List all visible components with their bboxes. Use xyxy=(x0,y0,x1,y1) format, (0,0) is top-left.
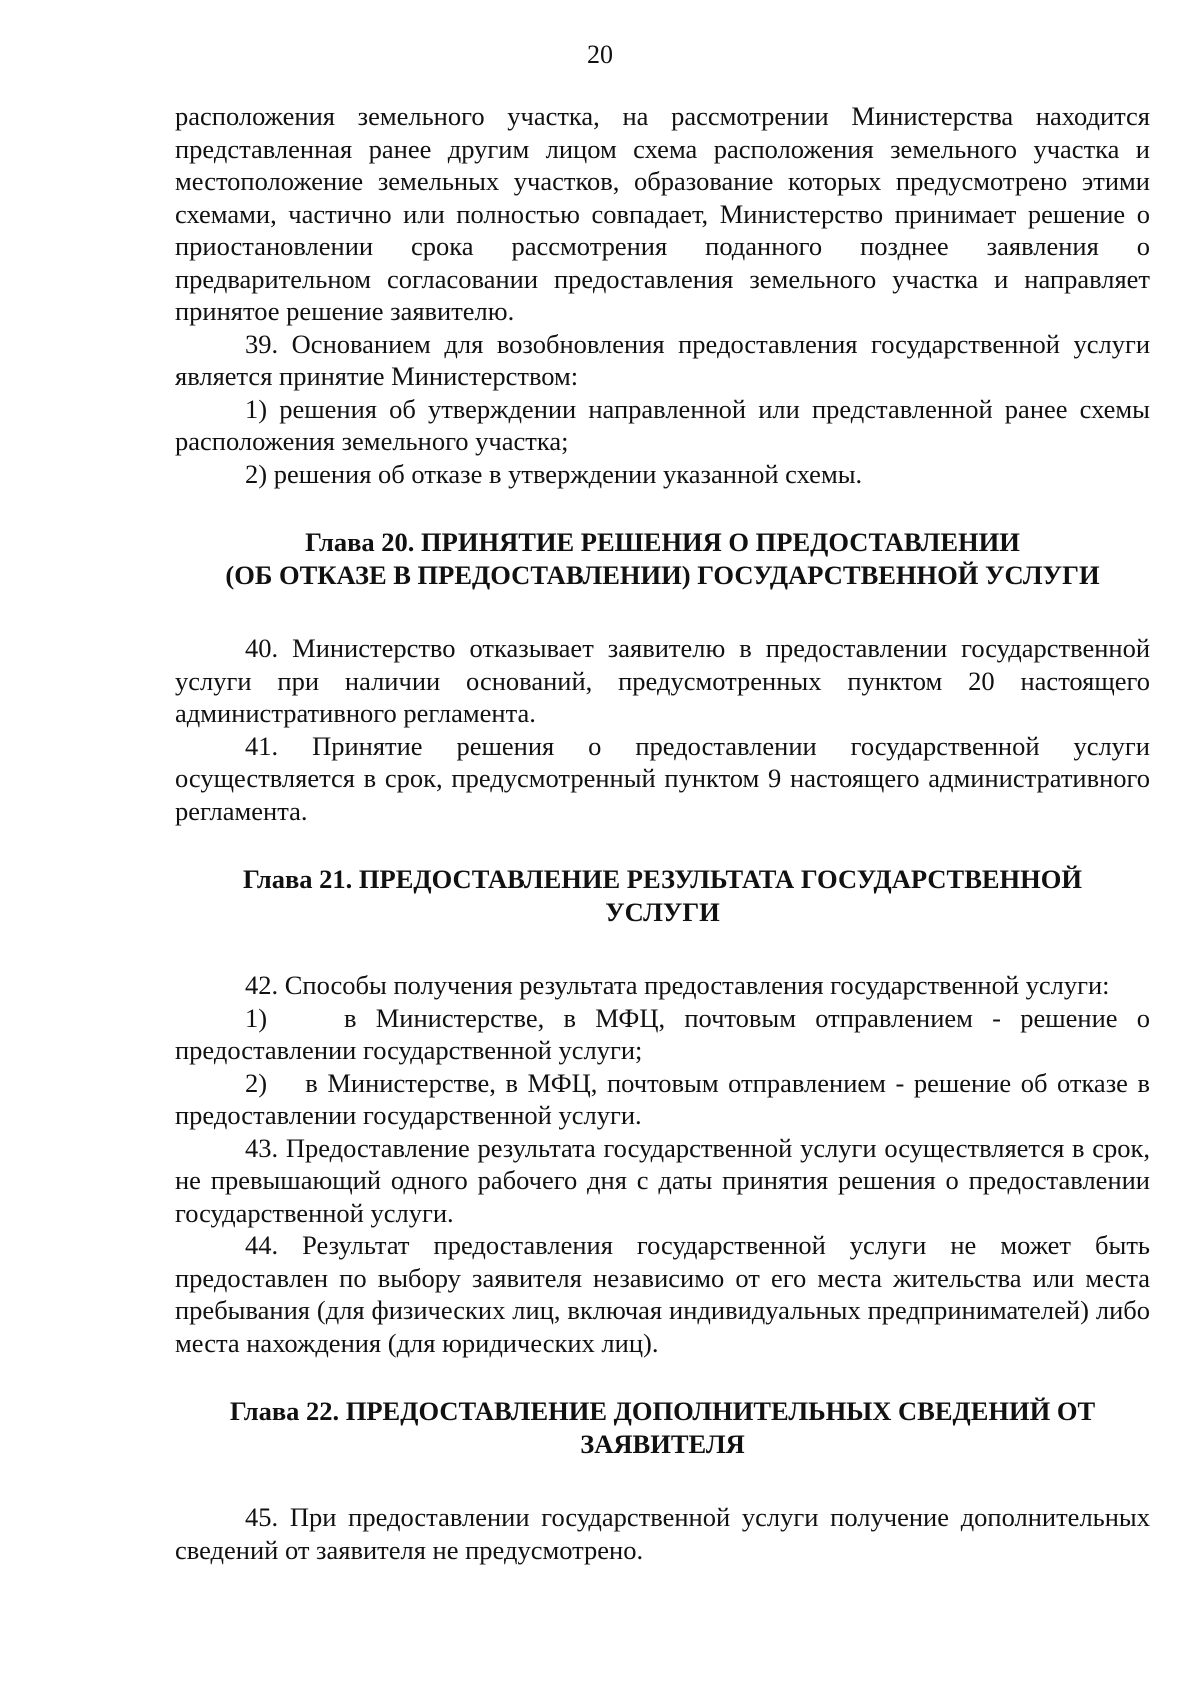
spacer xyxy=(175,929,1150,969)
spacer xyxy=(175,592,1150,632)
paragraph-45: 45. При предоставлении государственной услуги получение дополнительных сведений от заявителя не предусмотрено. xyxy=(175,1502,1150,1565)
paragraph-39-item-2: 2) решения об отказе в утверждении указанной схемы. xyxy=(245,458,863,489)
spacer xyxy=(175,1461,1150,1501)
spacer xyxy=(175,827,1150,863)
paragraph-42-item-2: 2) в Министерстве, в МФЦ, почтовым отправлением - решение об отказе в предоставлении государственной услуги. xyxy=(175,1067,1150,1130)
page-content xyxy=(175,100,1150,1566)
spacer xyxy=(175,490,1150,526)
paragraph-44: 44. Результат предоставления государственной услуги не может быть предоставлен по выбору заявителя независимо от его места жительства или места пребывания (для физических лиц, включая индивидуальных предпринимателей) либо места нахождения (для юридических лиц). xyxy=(175,1230,1150,1358)
paragraph-continuation: расположения земельного участка, на рассмотрении Министерства находится представленная ранее другим лицом схема расположения земельного участка и местоположение земельных участков, образование которых предусмотрено этими схемами, частично или полностью совпадает, Министерство принимает решение о приостановлении срока рассмотрения поданного позднее заявления о предварительном согласовании предоставления земельного участка и направляет принятое решение заявителю. xyxy=(175,101,1150,326)
chapter-20-heading xyxy=(175,526,1150,592)
spacer xyxy=(175,1359,1150,1395)
chapter-21-heading-line-1: Глава 21. ПРЕДОСТАВЛЕНИЕ РЕЗУЛЬТАТА ГОСУДАРСТВЕННОЙ xyxy=(242,864,1083,894)
chapter-22-heading-line-2: ЗАЯВИТЕЛЯ xyxy=(580,1429,745,1459)
chapter-22-heading-line-1: Глава 22. ПРЕДОСТАВЛЕНИЕ ДОПОЛНИТЕЛЬНЫХ СВЕДЕНИЙ ОТ xyxy=(229,1396,1096,1426)
paragraph-39-item-1: 1) решения об утверждении направленной или представленной ранее схемы расположения земельного участка; xyxy=(175,393,1150,456)
chapter-21-heading-line-2: УСЛУГИ xyxy=(605,897,720,927)
paragraph-40: 40. Министерство отказывает заявителю в предоставлении государственной услуги при наличии оснований, предусмотренных пунктом 20 настоящего административного регламента. xyxy=(175,633,1150,728)
page-number: 20 xyxy=(587,40,613,69)
paragraph-42: 42. Способы получения результата предоставления государственной услуги: xyxy=(245,970,1110,1000)
chapter-21-heading xyxy=(175,863,1150,929)
chapter-20-heading-line-1: Глава 20. ПРИНЯТИЕ РЕШЕНИЯ О ПРЕДОСТАВЛЕНИИ xyxy=(305,527,1020,557)
paragraph-42-item-1: 1) в Министерстве, в МФЦ, почтовым отправлением - решение о предоставлении государственной услуги; xyxy=(175,1002,1150,1065)
paragraph-41: 41. Принятие решения о предоставлении государственной услуги осуществляется в срок, предусмотренный пунктом 9 настоящего административного регламента. xyxy=(175,730,1150,826)
paragraph-43: 43. Предоставление результата государственной услуги осуществляется в срок, не превышающий одного рабочего дня с даты принятия решения о предоставлении государственной услуги. xyxy=(175,1132,1150,1228)
chapter-22-heading xyxy=(175,1395,1150,1461)
chapter-20-heading-line-2: (ОБ ОТКАЗЕ В ПРЕДОСТАВЛЕНИИ) ГОСУДАРСТВЕННОЙ УСЛУГИ xyxy=(225,560,1100,590)
paragraph-39: 39. Основанием для возобновления предоставления государственной услуги является принятие Министерством: xyxy=(175,328,1150,391)
